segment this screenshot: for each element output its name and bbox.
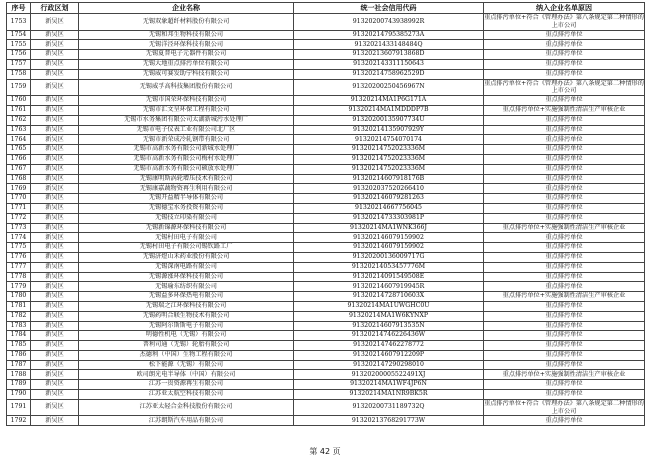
cell-district: 新吴区 xyxy=(31,40,79,50)
cell-company-name: 无锡洋泾环保科技有限公司 xyxy=(79,40,294,50)
cell-district: 新吴区 xyxy=(31,233,79,243)
cell-reason: 重点排污单位 xyxy=(484,341,645,351)
cell-credit-code: 91320214667756045 xyxy=(294,203,484,213)
cell-credit-code: 91320214MA1W6KYNXP xyxy=(294,311,484,321)
table-row xyxy=(7,184,645,194)
cell-index: 1792 xyxy=(7,416,31,426)
table-row xyxy=(7,115,645,125)
cell-reason: 重点排污单位 xyxy=(484,69,645,79)
cell-reason: 重点排污单位 xyxy=(484,252,645,262)
cell-credit-code: 913202146079159902 xyxy=(294,243,484,253)
table-row xyxy=(7,360,645,370)
cell-credit-code: 913202146079159902 xyxy=(294,233,484,243)
cell-reason: 重点排污单位+符合《管理办法》第八条规定第二种情形的上市公司 xyxy=(484,14,644,29)
table-row xyxy=(7,14,645,31)
table-row xyxy=(7,125,645,135)
cell-index: 1759 xyxy=(7,79,31,96)
cell-company-name: 无锡市高新水务有限公司梅村水处理厂 xyxy=(79,154,294,164)
table-row xyxy=(7,105,645,115)
cell-company-name: 无锡夏普电子元器件有限公司 xyxy=(79,50,294,60)
cell-district: 新吴区 xyxy=(31,145,79,155)
cell-credit-code: 91320214607919945R xyxy=(294,282,484,292)
cell-company-name: 无锡阿尔斯斯电子有限公司 xyxy=(79,321,294,331)
cell-credit-code: 91320214053457776M xyxy=(294,262,484,272)
cell-reason: 重点排污单位 xyxy=(484,184,645,194)
cell-credit-code: 91320214MA1NR9BK5R xyxy=(294,390,484,400)
cell-reason: 重点排污单位+符合《管理办法》第八条规定第二种情形的上市公司 xyxy=(484,400,644,415)
cell-reason: 重点排污单位 xyxy=(484,243,645,253)
cell-reason: 重点排污单位+实施强制性清洁生产审核企业 xyxy=(484,370,645,380)
cell-company-name: 无锡市汇文呈环保工程有限公司 xyxy=(79,105,294,115)
cell-credit-code: 91320214MA1P6G171A xyxy=(294,96,484,106)
cell-district: 新吴区 xyxy=(31,390,79,400)
cell-credit-code: 913202037520266410 xyxy=(294,184,484,194)
cell-district: 新吴区 xyxy=(31,370,79,380)
cell-credit-code: 91320214MA1WF4JP6N xyxy=(294,380,484,390)
table-row xyxy=(7,311,645,321)
cell-index: 1755 xyxy=(7,40,31,50)
cell-reason: 重点排污单位 xyxy=(484,125,645,135)
cell-credit-code: 913202143311150643 xyxy=(294,59,484,69)
cell-district: 新吴区 xyxy=(31,59,79,69)
cell-company-name: 无锡药明合联生物技术有限公司 xyxy=(79,311,294,321)
cell-credit-code: 91320214135907929Y xyxy=(294,125,484,135)
cell-credit-code: 91320214607918176B xyxy=(294,174,484,184)
cell-index: 1785 xyxy=(7,341,31,351)
cell-company-name: 无锡市水务集团有限公司太湖新城污水处理厂 xyxy=(79,115,294,125)
cell-index: 1767 xyxy=(7,164,31,174)
cell-district: 新吴区 xyxy=(31,135,79,145)
cell-district: 新吴区 xyxy=(31,96,79,106)
cell-district: 新吴区 xyxy=(31,272,79,282)
cell-company-name: 无锡新锦源环保科技有限公司 xyxy=(79,223,294,233)
table-row xyxy=(7,135,645,145)
table-row xyxy=(7,213,645,223)
cell-district: 新吴区 xyxy=(31,50,79,60)
page-number: 第 42 页 xyxy=(309,447,341,456)
cell-company-name: 无锡康嘉蔬物资再生利用有限公司 xyxy=(79,184,294,194)
table-row xyxy=(7,145,645,155)
table-row xyxy=(7,40,645,50)
cell-reason: 重点排污单位 xyxy=(484,135,645,145)
header-company-name: 企业名称 xyxy=(79,3,294,14)
cell-district: 新吴区 xyxy=(31,321,79,331)
cell-index: 1775 xyxy=(7,243,31,253)
table-row xyxy=(7,341,645,351)
document-page xyxy=(6,2,644,426)
cell-index: 1758 xyxy=(7,69,31,79)
cell-credit-code: 91320214758962529D xyxy=(294,69,484,79)
cell-index: 1761 xyxy=(7,105,31,115)
cell-company-name: 明德性机电（无锡）有限公司 xyxy=(79,331,294,341)
cell-company-name: 无锡市新荣成冷轧钢带有限公司 xyxy=(79,135,294,145)
table-row xyxy=(7,233,645,243)
cell-credit-code: 91320200743938992R xyxy=(294,14,484,31)
cell-index: 1778 xyxy=(7,272,31,282)
cell-company-name: 无锡源涨环保科技有限公司 xyxy=(79,272,294,282)
cell-reason: 重点排污单位 xyxy=(484,40,645,50)
cell-index: 1762 xyxy=(7,115,31,125)
cell-district: 新吴区 xyxy=(31,213,79,223)
cell-company-name: 无锡瑜东纺织有限公司 xyxy=(79,282,294,292)
cell-district: 新吴区 xyxy=(31,331,79,341)
cell-credit-code: 91320200731189732Q xyxy=(294,399,484,416)
cell-reason: 重点排污单位 xyxy=(484,311,645,321)
table-row xyxy=(7,399,645,416)
cell-district: 新吴区 xyxy=(31,203,79,213)
cell-index: 1774 xyxy=(7,233,31,243)
cell-district: 新吴区 xyxy=(31,30,79,40)
table-row xyxy=(7,59,645,69)
cell-index: 1773 xyxy=(7,223,31,233)
cell-reason: 重点排污单位 xyxy=(484,174,645,184)
cell-credit-code: 91320214MA1WNK366J xyxy=(294,223,484,233)
cell-district: 新吴区 xyxy=(31,154,79,164)
cell-district: 新吴区 xyxy=(31,416,79,426)
cell-company-name: 无锡威可赛发助宁科技有限公司 xyxy=(79,69,294,79)
cell-index: 1756 xyxy=(7,50,31,60)
cell-company-name: 江苏一贵资源再生有限公司 xyxy=(79,380,294,390)
cell-district: 新吴区 xyxy=(31,115,79,125)
cell-index: 1790 xyxy=(7,390,31,400)
cell-company-name: 江苏亚太轻合金科技股份有限公司 xyxy=(79,399,294,416)
cell-index: 1770 xyxy=(7,194,31,204)
cell-company-name: 无锡威孚高科技集团股份有限公司 xyxy=(79,79,294,96)
cell-credit-code: 91320200135907734U xyxy=(294,115,484,125)
cell-district: 新吴区 xyxy=(31,105,79,115)
table-row xyxy=(7,390,645,400)
cell-company-name: 欧司朗光电半导体（中国）有限公司 xyxy=(79,370,294,380)
cell-credit-code: 91320214728710603X xyxy=(294,292,484,302)
table-row xyxy=(7,282,645,292)
table-row xyxy=(7,194,645,204)
table-row xyxy=(7,243,645,253)
cell-company-name: 无锡市高新水务有限公司新城水处理厂 xyxy=(79,145,294,155)
cell-index: 1786 xyxy=(7,350,31,360)
cell-credit-code: 913202147290298010 xyxy=(294,360,484,370)
cell-district: 新吴区 xyxy=(31,79,79,96)
cell-reason: 重点排污单位+实施强制性清洁生产审核企业 xyxy=(484,223,645,233)
cell-index: 1780 xyxy=(7,292,31,302)
table-row xyxy=(7,252,645,262)
table-row xyxy=(7,96,645,106)
table-row xyxy=(7,164,645,174)
cell-credit-code: 913202146079281263 xyxy=(294,194,484,204)
cell-company-name: 无锡双象超纤材料股份有限公司 xyxy=(79,14,294,31)
cell-index: 1779 xyxy=(7,282,31,292)
cell-index: 1772 xyxy=(7,213,31,223)
cell-company-name: 无锡瑞之江环保科技有限公司 xyxy=(79,301,294,311)
table-row xyxy=(7,154,645,164)
cell-reason: 重点排污单位 xyxy=(484,203,645,213)
table-row xyxy=(7,272,645,282)
cell-district: 新吴区 xyxy=(31,69,79,79)
cell-reason: 重点排污单位 xyxy=(484,145,645,155)
cell-credit-code: 91320214091549508E xyxy=(294,272,484,282)
cell-district: 新吴区 xyxy=(31,341,79,351)
cell-index: 1765 xyxy=(7,145,31,155)
cell-index: 1788 xyxy=(7,370,31,380)
cell-reason: 重点排污单位 xyxy=(484,96,645,106)
cell-index: 1757 xyxy=(7,59,31,69)
cell-company-name: 松下能源（无锡）有限公司 xyxy=(79,360,294,370)
cell-reason: 重点排污单位 xyxy=(484,272,645,282)
cell-reason: 重点排污单位 xyxy=(484,30,645,40)
cell-index: 1764 xyxy=(7,135,31,145)
cell-index: 1771 xyxy=(7,203,31,213)
cell-credit-code: 91320200136009717G xyxy=(294,252,484,262)
cell-reason: 重点排污单位 xyxy=(484,262,645,272)
cell-company-name: 无锡市高新水务有限公司硕放水处理厂 xyxy=(79,164,294,174)
cell-credit-code: 913202147462278772 xyxy=(294,341,484,351)
table-row xyxy=(7,223,645,233)
table-row xyxy=(7,350,645,360)
cell-company-name: 无锡市电子仪表工业有限公司北厂区 xyxy=(79,125,294,135)
table-row xyxy=(7,301,645,311)
cell-credit-code: 91320214MA1UWGHC0U xyxy=(294,301,484,311)
table-row xyxy=(7,30,645,40)
cell-index: 1760 xyxy=(7,96,31,106)
table-row xyxy=(7,69,645,79)
table-row xyxy=(7,416,645,426)
table-row xyxy=(7,380,645,390)
cell-credit-code: 91320213607913868D xyxy=(294,50,484,60)
cell-index: 1783 xyxy=(7,321,31,331)
cell-district: 新吴区 xyxy=(31,243,79,253)
cell-company-name: 无锡村田电子有限公司 xyxy=(79,233,294,243)
cell-district: 新吴区 xyxy=(31,311,79,321)
cell-index: 1768 xyxy=(7,174,31,184)
cell-credit-code: 91320214MA1MDDDP7B xyxy=(294,105,484,115)
cell-credit-code: 9132021433148484Q xyxy=(294,40,484,50)
cell-company-name: 无锡深南电路有限公司 xyxy=(79,262,294,272)
cell-district: 新吴区 xyxy=(31,350,79,360)
cell-index: 1787 xyxy=(7,360,31,370)
cell-district: 新吴区 xyxy=(31,194,79,204)
cell-credit-code: 91320214795385273A xyxy=(294,30,484,40)
cell-index: 1763 xyxy=(7,125,31,135)
table-row xyxy=(7,203,645,213)
cell-index: 1753 xyxy=(7,14,31,31)
cell-company-name: 江苏朗斯汽车用品有限公司 xyxy=(79,416,294,426)
cell-index: 1782 xyxy=(7,311,31,321)
cell-credit-code: 91320214752023336M xyxy=(294,145,484,155)
header-reason: 纳入企业名单原因 xyxy=(484,3,645,14)
cell-credit-code: 91320214607913535N xyxy=(294,321,484,331)
cell-district: 新吴区 xyxy=(31,125,79,135)
cell-company-name: 无锡济煜山禾药业股份有限公司 xyxy=(79,252,294,262)
cell-index: 1784 xyxy=(7,331,31,341)
table-row xyxy=(7,50,645,60)
cell-district: 新吴区 xyxy=(31,380,79,390)
table-row xyxy=(7,370,645,380)
enterprise-list-table xyxy=(6,2,645,426)
cell-district: 新吴区 xyxy=(31,14,79,31)
cell-district: 新吴区 xyxy=(31,252,79,262)
cell-district: 新吴区 xyxy=(31,223,79,233)
header-index: 序号 xyxy=(7,3,31,14)
cell-district: 新吴区 xyxy=(31,282,79,292)
cell-reason: 重点排污单位 xyxy=(484,50,645,60)
cell-index: 1766 xyxy=(7,154,31,164)
cell-reason: 重点排污单位 xyxy=(484,154,645,164)
cell-reason: 重点排污单位 xyxy=(484,321,645,331)
cell-reason: 重点排污单位 xyxy=(484,350,645,360)
cell-index: 1789 xyxy=(7,380,31,390)
cell-company-name: 无锡和邦生物科技有限公司 xyxy=(79,30,294,40)
cell-reason: 重点排污单位 xyxy=(484,416,645,426)
cell-district: 新吴区 xyxy=(31,184,79,194)
table-row xyxy=(7,321,645,331)
cell-index: 1776 xyxy=(7,252,31,262)
header-district: 行政区划 xyxy=(31,3,79,14)
cell-district: 新吴区 xyxy=(31,292,79,302)
cell-reason: 重点排污单位+符合《管理办法》第八条规定第二种情形的上市公司 xyxy=(484,79,644,95)
cell-index: 1781 xyxy=(7,301,31,311)
table-header-row xyxy=(7,3,645,14)
cell-company-name: 无锡市国荣环保科技有限公司 xyxy=(79,96,294,106)
cell-district: 新吴区 xyxy=(31,360,79,370)
cell-reason: 重点排污单位 xyxy=(484,390,645,400)
cell-credit-code: 91320200250456967N xyxy=(294,79,484,96)
cell-credit-code: 91320214733303981P xyxy=(294,213,484,223)
table-row xyxy=(7,262,645,272)
cell-reason: 重点排污单位 xyxy=(484,331,645,341)
cell-credit-code: 91320214746226436W xyxy=(294,331,484,341)
cell-reason: 重点排污单位 xyxy=(484,233,645,243)
cell-company-name: 江苏亚太航空科技有限公司 xyxy=(79,390,294,400)
cell-district: 新吴区 xyxy=(31,164,79,174)
cell-district: 新吴区 xyxy=(31,301,79,311)
cell-district: 新吴区 xyxy=(31,174,79,184)
cell-credit-code: 91320214607912209P xyxy=(294,350,484,360)
cell-credit-code: 91320214754070174 xyxy=(294,135,484,145)
cell-reason: 重点排污单位+实施强制性清洁生产审核企业 xyxy=(484,292,645,302)
header-credit-code: 统一社会信用代码 xyxy=(294,3,484,14)
cell-reason: 重点排污单位 xyxy=(484,213,645,223)
cell-company-name: 无锡村田电子有限公司锡钦路工厂 xyxy=(79,243,294,253)
cell-reason: 重点排污单位 xyxy=(484,301,645,311)
table-row xyxy=(7,292,645,302)
cell-company-name: 无锡德宝水务投资有限公司 xyxy=(79,203,294,213)
cell-index: 1791 xyxy=(7,399,31,416)
cell-reason: 重点排污单位 xyxy=(484,164,645,174)
table-row xyxy=(7,174,645,184)
cell-reason: 重点排污单位 xyxy=(484,115,645,125)
cell-company-name: 无锡益多环保热电有限公司 xyxy=(79,292,294,302)
cell-credit-code: 91320214752023336M xyxy=(294,164,484,174)
cell-credit-code: 91320214752023336M xyxy=(294,154,484,164)
cell-reason: 重点排污单位 xyxy=(484,360,645,370)
cell-company-name: 杰德利（中国）生物工程有限公司 xyxy=(79,350,294,360)
cell-company-name: 无锡康明斯涡轮增压技术有限公司 xyxy=(79,174,294,184)
cell-company-name: 无锡大地重点排污单位有限公司 xyxy=(79,59,294,69)
table-row xyxy=(7,79,645,96)
cell-reason: 重点排污单位 xyxy=(484,59,645,69)
cell-index: 1769 xyxy=(7,184,31,194)
cell-district: 新吴区 xyxy=(31,399,79,416)
cell-company-name: 无锡开益精半导体有限公司 xyxy=(79,194,294,204)
cell-index: 1777 xyxy=(7,262,31,272)
cell-reason: 重点排污单位+实施强制性清洁生产审核企业 xyxy=(484,105,645,115)
cell-district: 新吴区 xyxy=(31,262,79,272)
cell-index: 1754 xyxy=(7,30,31,40)
cell-credit-code: 91320200005522491XJ xyxy=(294,370,484,380)
table-row xyxy=(7,331,645,341)
cell-credit-code: 91320213768291773W xyxy=(294,416,484,426)
cell-company-name: 普利司通（无锡）轮胎有限公司 xyxy=(79,341,294,351)
cell-reason: 重点排污单位 xyxy=(484,194,645,204)
cell-company-name: 无锡技立印染有限公司 xyxy=(79,213,294,223)
cell-reason: 重点排污单位 xyxy=(484,380,645,390)
cell-reason: 重点排污单位 xyxy=(484,282,645,292)
